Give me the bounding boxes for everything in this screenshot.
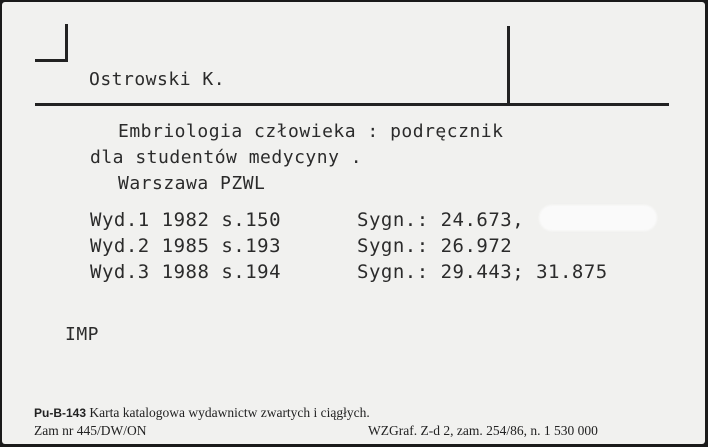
catalog-card (2, 2, 705, 444)
edition-1: Wyd.1 1982 s.150 (90, 209, 282, 231)
edition-2: Wyd.2 1985 s.193 (90, 235, 282, 257)
corner-mark-horizontal (35, 59, 68, 62)
erased-mark (539, 205, 657, 231)
form-description: Karta katalogowa wydawnictw zwartych i ciągłych. (89, 405, 370, 420)
footer-order-number: Zam nr 445/DW/ON (34, 423, 147, 438)
edition-3: Wyd.3 1988 s.194 (90, 261, 282, 283)
author: Ostrowski K. (89, 69, 226, 90)
corner-mark-vertical (65, 24, 68, 62)
language-code: IMP (65, 324, 100, 345)
horizontal-rule (35, 103, 669, 106)
footer-printer-info: WZGraf. Z-d 2, zam. 254/86, n. 1 530 000 (368, 423, 598, 438)
title-line-1: Embriologia człowieka : podręcznik (118, 121, 504, 142)
form-code: Pu-B-143 (34, 406, 87, 420)
footer-line-1 (34, 405, 370, 421)
signature-3: Sygn.: 29.443; 31.875 (357, 261, 608, 283)
publisher-line: Warszawa PZWL (118, 173, 266, 194)
vertical-rule (507, 26, 510, 104)
signature-2: Sygn.: 26.972 (357, 235, 513, 257)
signature-1: Sygn.: 24.673, (357, 209, 525, 231)
title-line-2: dla studentów medycyny . (90, 147, 363, 168)
